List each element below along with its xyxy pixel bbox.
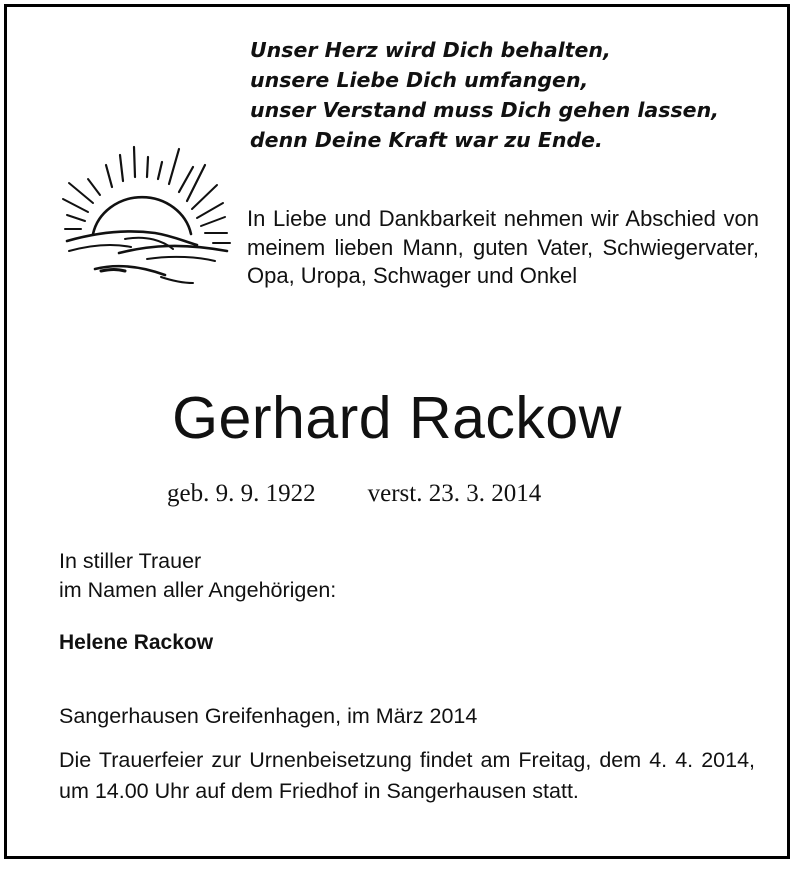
mourning-line: im Namen aller Angehörigen: [59, 578, 337, 602]
mourning-text [59, 547, 559, 605]
place-and-date: Sangerhausen Greifenhagen, im März 2014 [59, 704, 478, 728]
life-dates [167, 478, 667, 510]
poem-line: denn Deine Kraft war zu Ende. [250, 128, 603, 152]
funeral-notice: Die Trauerfeier zur Urnenbeisetzung findet am Freitag, dem 4. 4. 2014, um 14.00 Uhr auf dem Friedhof in Sangerhausen statt. [59, 748, 755, 803]
deceased-name: Gerhard Rackow [172, 385, 622, 451]
poem [250, 35, 780, 155]
dedication-text: In Liebe und Dankbarkeit nehmen wir Abschied von meinem lieben Mann, guten Vater, Schwiegervater, Opa, Uropa, Schwager und Onkel [247, 206, 759, 288]
poem-line: Unser Herz wird Dich behalten, [250, 38, 611, 62]
poem-line: unsere Liebe Dich umfangen, [250, 68, 589, 92]
death-date: verst. 23. 3. 2014 [367, 480, 542, 507]
mourning-line: In stiller Trauer [59, 549, 202, 573]
poem-line: unser Verstand muss Dich gehen lassen, [250, 98, 719, 122]
birth-date: geb. 9. 9. 1922 [167, 480, 316, 507]
mourner-name: Helene Rackow [59, 631, 214, 654]
sunset-over-hills-icon [55, 137, 235, 287]
obituary-frame [4, 4, 790, 859]
